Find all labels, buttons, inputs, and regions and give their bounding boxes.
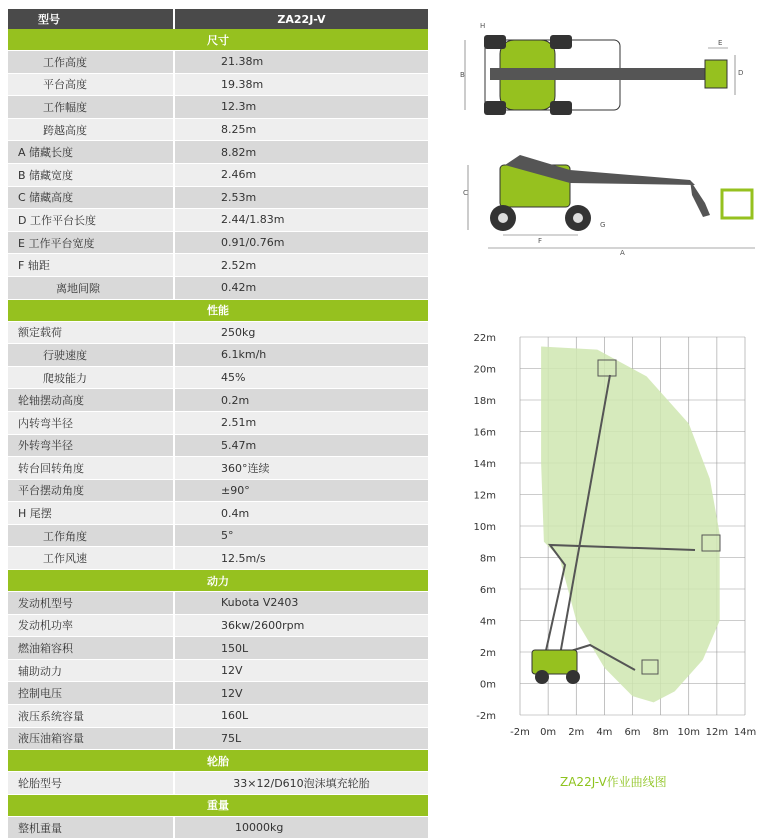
spec-label: 离地间隙	[8, 277, 175, 299]
spec-row	[8, 434, 428, 457]
spec-label: 行驶速度	[8, 344, 175, 366]
spec-value: 75L	[221, 731, 242, 745]
spec-label: E 工作平台宽度	[8, 232, 175, 254]
spec-row	[8, 479, 428, 502]
spec-row	[8, 388, 428, 411]
spec-label: B 储藏宽度	[8, 164, 175, 186]
spec-value: 0.42m	[221, 281, 257, 295]
x-axis-ticks	[510, 727, 756, 738]
spec-value: 250kg	[221, 325, 256, 339]
spec-label: 转台回转角度	[8, 457, 175, 479]
y-tick-label: 18m	[473, 396, 496, 407]
dim-label-h: H	[480, 22, 486, 30]
spec-value: 12V	[221, 686, 243, 700]
x-tick-label: 4m	[596, 727, 613, 738]
spec-label: 平台高度	[8, 74, 175, 96]
spec-label: 辅助动力	[8, 660, 175, 682]
spec-value: 2.51m	[221, 416, 257, 430]
spec-value: 8.25m	[221, 123, 257, 137]
x-tick-label: 8m	[652, 727, 669, 738]
spec-value: 2.52m	[221, 258, 257, 272]
spec-row	[8, 524, 428, 547]
side-view-drawing	[463, 155, 755, 255]
spec-row	[8, 411, 428, 434]
spec-label: 外转弯半径	[8, 435, 175, 457]
spec-row	[8, 50, 428, 73]
table-header	[8, 9, 428, 29]
spec-value: 2.44/1.83m	[221, 213, 285, 227]
spec-label: 整机重量	[8, 817, 175, 838]
x-tick-label: -2m	[510, 727, 530, 738]
section-title: 尺寸	[207, 33, 229, 47]
y-tick-label: 14m	[473, 459, 496, 470]
section-header	[8, 569, 428, 591]
spec-label: 工作角度	[8, 525, 175, 547]
top-view-drawing	[460, 22, 743, 115]
dim-label-g: G	[600, 221, 606, 229]
spec-label: 工作风速	[8, 547, 175, 569]
section-header	[8, 29, 428, 50]
y-tick-label: 20m	[473, 364, 496, 376]
section-title: 性能	[207, 304, 229, 318]
spec-label: 内转弯半径	[8, 412, 175, 434]
y-tick-label: 10m	[473, 522, 496, 533]
spec-value: 0.4m	[221, 506, 250, 520]
spec-row	[8, 456, 428, 479]
section-title: 轮胎	[207, 754, 229, 768]
spec-value: 12.3m	[221, 100, 257, 114]
spec-label: 发动机型号	[8, 592, 175, 614]
spec-row	[8, 95, 428, 118]
y-tick-label: -2m	[476, 711, 496, 722]
spec-value: Kubota V2403	[221, 596, 299, 610]
section-title: 动力	[207, 574, 229, 588]
spec-label: 液压系统容量	[8, 705, 175, 727]
x-tick-label: 14m	[733, 727, 757, 738]
header-model-value: ZA22J-V	[277, 12, 326, 26]
spec-value: 5°	[221, 529, 234, 543]
spec-label: 轮胎型号	[8, 772, 175, 794]
spec-row	[8, 163, 428, 186]
spec-table	[8, 9, 428, 838]
spec-label: 燃油箱容积	[8, 637, 175, 659]
spec-label: 跨越高度	[8, 119, 175, 141]
spec-row	[8, 816, 428, 838]
spec-row	[8, 73, 428, 96]
y-tick-label: 22m	[473, 333, 496, 344]
spec-value: 33×12/D610泡沫填充轮胎	[233, 777, 370, 791]
y-tick-label: 12m	[473, 490, 496, 502]
spec-label: 平台摆动角度	[8, 480, 175, 502]
spec-label: 液压油箱容量	[8, 728, 175, 750]
dim-label-c: C	[463, 189, 468, 197]
spec-value: 21.38m	[221, 55, 264, 69]
spec-value: 12.5m/s	[221, 551, 266, 565]
spec-row	[8, 614, 428, 637]
spec-value: 360°连续	[221, 461, 270, 475]
spec-row	[8, 546, 428, 569]
y-tick-label: 6m	[479, 585, 496, 596]
y-axis-ticks	[474, 333, 496, 722]
spec-label: H 尾摆	[8, 502, 175, 524]
spec-row	[8, 253, 428, 276]
spec-row	[8, 321, 428, 344]
spec-label: 轮轴摆动高度	[8, 389, 175, 411]
spec-row	[8, 186, 428, 209]
spec-value: 6.1km/h	[221, 348, 267, 362]
spec-row	[8, 636, 428, 659]
spec-label: 工作高度	[8, 51, 175, 73]
section-header	[8, 749, 428, 771]
spec-label: 爬坡能力	[8, 367, 175, 389]
spec-label: A 储藏长度	[8, 141, 175, 163]
spec-label: 额定载荷	[8, 322, 175, 344]
y-tick-label: 4m	[479, 616, 496, 628]
spec-row	[8, 591, 428, 614]
spec-value: ±90°	[221, 483, 250, 497]
spec-row	[8, 366, 428, 389]
machine-drawings	[460, 15, 760, 255]
x-tick-label: 0m	[540, 727, 557, 738]
chart-caption: ZA22J-V作业曲线图	[560, 775, 667, 789]
spec-value: 36kw/2600rpm	[221, 618, 305, 632]
spec-value: 2.53m	[221, 190, 257, 204]
spec-value: 160L	[221, 709, 249, 723]
dim-label-f: F	[538, 237, 543, 245]
dim-label-b: B	[460, 71, 465, 79]
spec-label: C 储藏高度	[8, 187, 175, 209]
spec-label: D 工作平台长度	[8, 209, 175, 231]
spec-row	[8, 659, 428, 682]
spec-value: 45%	[221, 371, 246, 385]
spec-row	[8, 140, 428, 163]
spec-row	[8, 208, 428, 231]
spec-row	[8, 771, 428, 794]
spec-value: 5.47m	[221, 438, 257, 452]
section-header	[8, 794, 428, 816]
spec-value: 10000kg	[235, 821, 284, 835]
spec-label: 控制电压	[8, 682, 175, 704]
x-tick-label: 12m	[705, 727, 729, 738]
spec-row	[8, 118, 428, 141]
x-tick-label: 10m	[677, 727, 700, 738]
working-envelope-chart	[470, 325, 760, 760]
spec-value: 2.46m	[221, 168, 257, 182]
x-tick-label: 6m	[624, 727, 641, 738]
spec-value: 0.91/0.76m	[221, 236, 285, 250]
header-model-label: 型号	[8, 9, 175, 29]
y-tick-label: 16m	[473, 427, 496, 439]
dim-label-a: A	[620, 249, 625, 255]
spec-value: 0.2m	[221, 393, 250, 407]
spec-row	[8, 501, 428, 524]
spec-value: 19.38m	[221, 77, 264, 91]
spec-row	[8, 727, 428, 750]
section-header	[8, 299, 428, 321]
spec-value: 12V	[221, 664, 243, 678]
spec-label: F 轴距	[8, 254, 175, 276]
y-tick-label: 8m	[479, 553, 496, 565]
spec-label: 发动机功率	[8, 615, 175, 637]
x-tick-label: 2m	[568, 727, 585, 738]
section-title: 重量	[207, 799, 229, 813]
spec-row	[8, 704, 428, 727]
spec-row	[8, 231, 428, 254]
y-tick-label: 2m	[479, 648, 496, 659]
spec-row	[8, 276, 428, 299]
y-tick-label: 0m	[479, 679, 496, 691]
spec-row	[8, 343, 428, 366]
spec-value: 150L	[221, 641, 249, 655]
dim-label-e: E	[718, 39, 723, 47]
spec-row	[8, 681, 428, 704]
spec-label: 工作幅度	[8, 96, 175, 118]
dim-label-d: D	[738, 69, 744, 77]
spec-value: 8.82m	[221, 145, 257, 159]
